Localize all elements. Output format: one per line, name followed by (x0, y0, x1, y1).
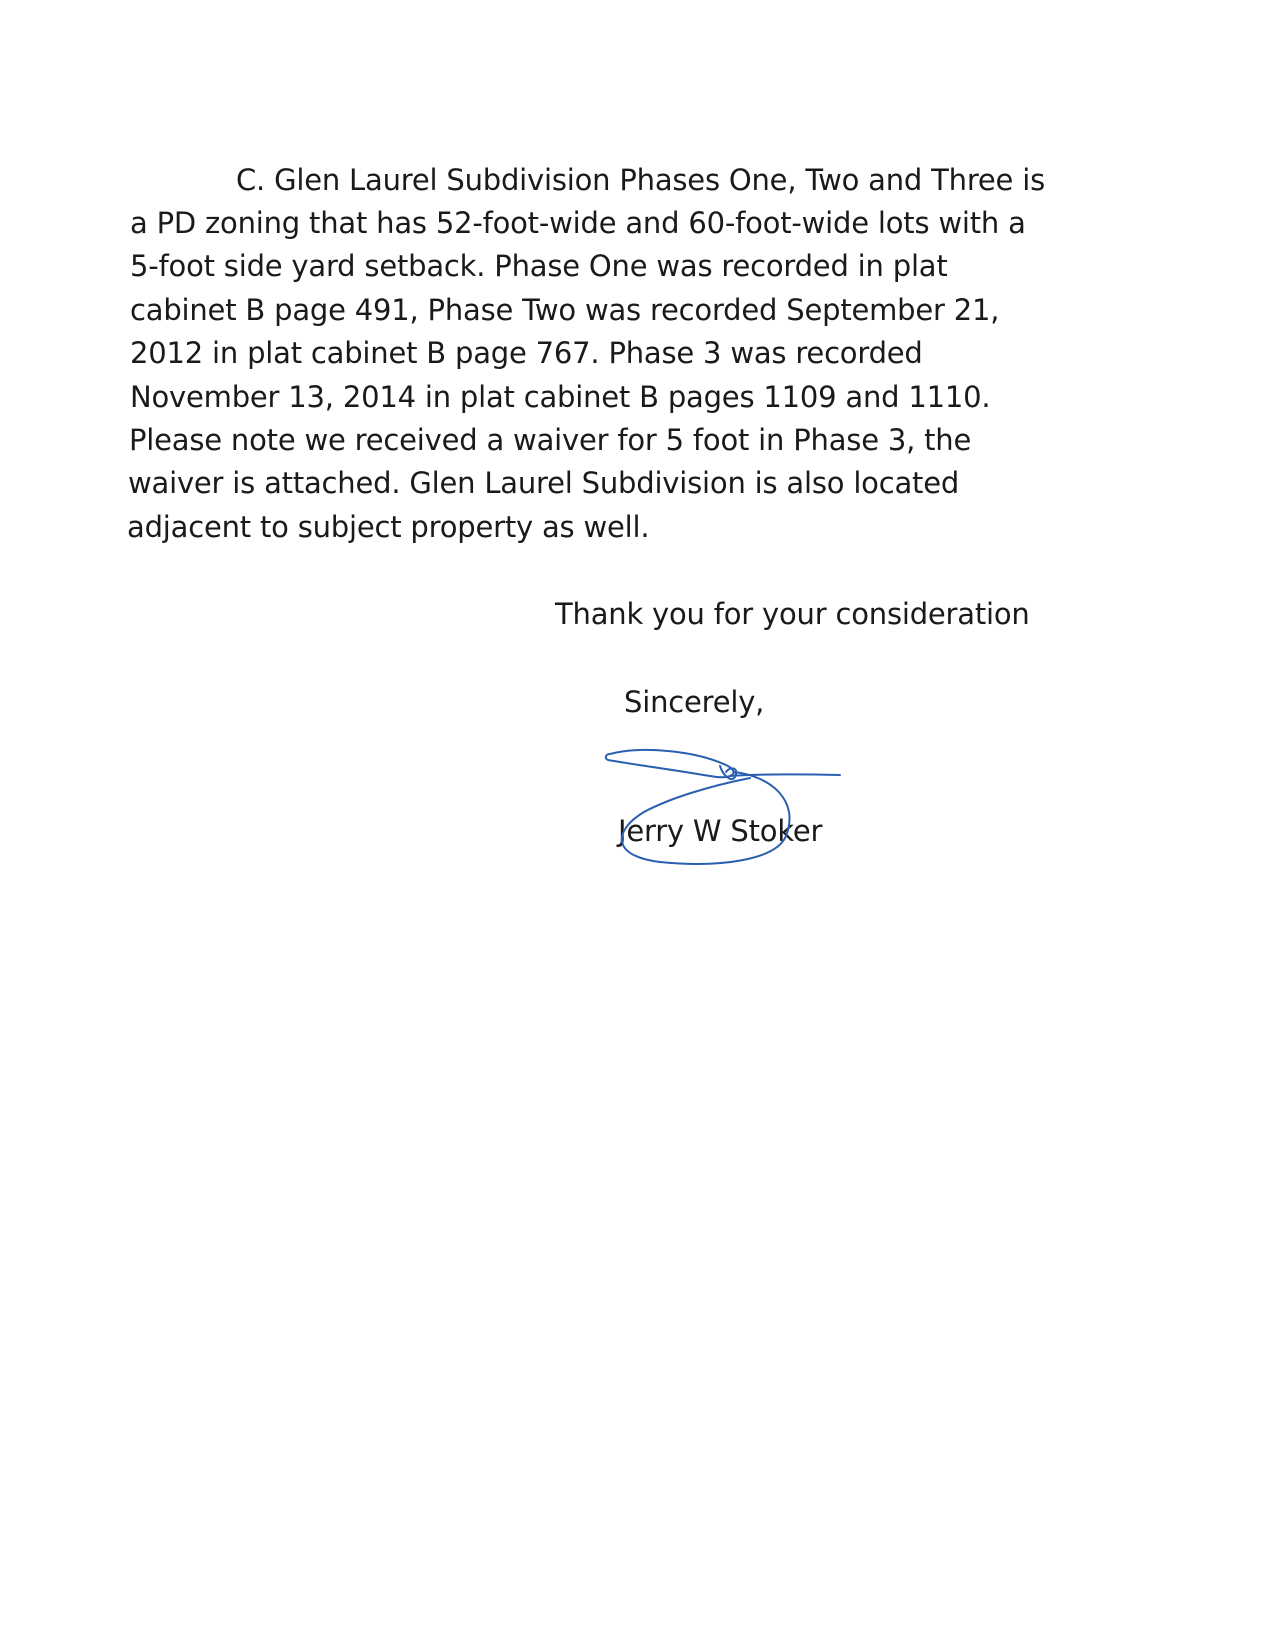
paragraph-line-8: waiver is attached. Glen Laurel Subdivision is also located (128, 466, 960, 500)
paragraph-line-4: cabinet B page 491, Phase Two was recorded September 21, (130, 293, 1000, 327)
paragraph-line-5: 2012 in plat cabinet B page 767. Phase 3 was recorded (130, 336, 923, 370)
signature-lower-oval (622, 772, 790, 864)
paragraph-line-2: a PD zoning that has 52-foot-wide and 60-foot-wide lots with a (130, 206, 1026, 240)
paragraph-line-6: November 13, 2014 in plat cabinet B pages 1109 and 1110. (130, 380, 991, 414)
signature-upper-loop (606, 750, 734, 777)
thanks-line: Thank you for your consideration (555, 597, 1030, 631)
closing-salutation: Sincerely, (624, 685, 765, 719)
paragraph-line-1: C. Glen Laurel Subdivision Phases One, Two and Three is (236, 163, 1045, 197)
paragraph-line-7: Please note we received a waiver for 5 foot in Phase 3, the (129, 423, 972, 457)
paragraph-line-9: adjacent to subject property as well. (127, 510, 650, 544)
paragraph-line-3: 5-foot side yard setback. Phase One was recorded in plat (130, 249, 948, 283)
signature-scribble (600, 740, 860, 880)
signer-name: Jerry W Stoker (618, 814, 823, 848)
